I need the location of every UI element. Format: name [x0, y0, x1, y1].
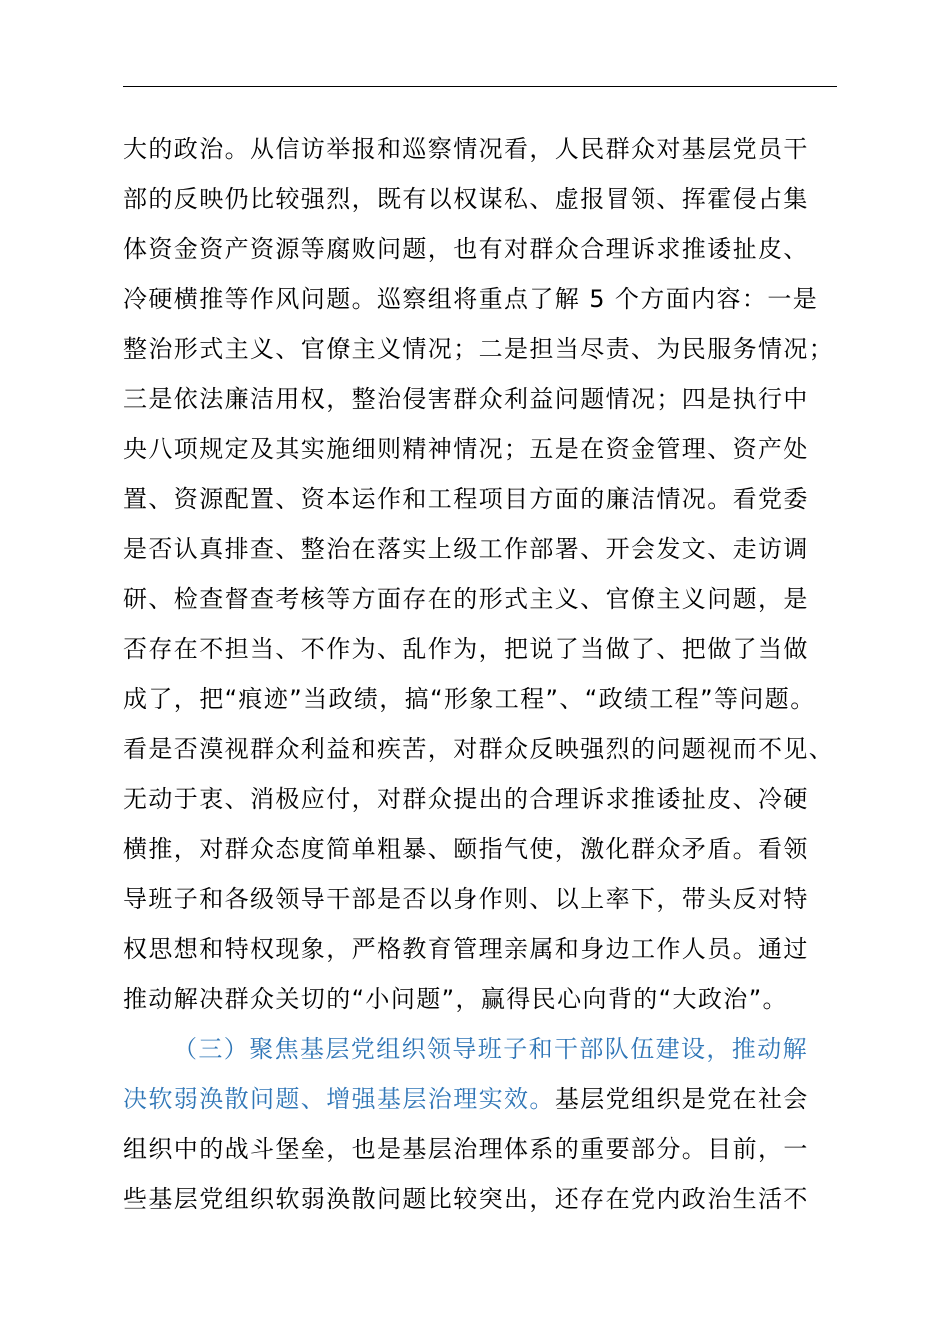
paragraph-line: 三是依法廉洁用权，整治侵害群众利益问题情况；四是执行中: [123, 385, 809, 413]
paragraph-line: 导班子和各级领导干部是否以身作则、以上率下，带头反对特: [123, 885, 809, 913]
paragraph-line: 体资金资产资源等腐败问题，也有对群众合理诉求推诿扯皮、: [123, 235, 809, 263]
paragraph-line: 无动于衷、消极应付，对群众提出的合理诉求推诿扯皮、冷硬: [123, 785, 809, 813]
paragraph-line: 看是否漠视群众利益和疾苦，对群众反映强烈的问题视而不见、: [123, 735, 835, 763]
paragraph-line: 置、资源配置、资本运作和工程项目方面的廉洁情况。看党委: [123, 485, 809, 513]
paragraph-line: 推动解决群众关切的“小问题”，赢得民心向背的“大政治”。: [123, 985, 788, 1013]
header-rule: [123, 86, 837, 87]
paragraph-line: 部的反映仍比较强烈，既有以权谋私、虚报冒领、挥霍侵占集: [123, 185, 809, 213]
paragraph-line: 些基层党组织软弱涣散问题比较突出，还存在党内政治生活不: [123, 1185, 809, 1213]
section-3-heading-line: [123, 1024, 863, 1074]
paragraph-line: 权思想和特权现象，严格教育管理亲属和身边工作人员。通过: [123, 935, 809, 963]
paragraph-line: 组织中的战斗堡垒，也是基层治理体系的重要部分。目前，一: [123, 1135, 809, 1163]
paragraph-line: 整治形式主义、官僚主义情况；二是担当尽责、为民服务情况；: [123, 335, 835, 363]
paragraph-line: 冷硬横推等作风问题。巡察组将重点了解 5 个方面内容：一是: [123, 285, 819, 313]
section-3-heading-text: （三）聚焦基层党组织领导班子和干部队伍建设，推动解: [173, 1035, 808, 1063]
section-3-body-start: 基层党组织是党在社会: [554, 1085, 809, 1113]
paragraph-line: 研、检查督查考核等方面存在的形式主义、官僚主义问题，是: [123, 585, 809, 613]
section-3-paragraph: [123, 1024, 863, 1224]
section-3-heading-tail: 决软弱涣散问题、增强基层治理实效。: [123, 1085, 555, 1113]
paragraph-line: 否存在不担当、不作为、乱作为，把说了当做了、把做了当做: [123, 635, 809, 663]
paragraph-line: 大的政治。从信访举报和巡察情况看，人民群众对基层党员干: [123, 135, 809, 163]
document-body: [123, 124, 863, 1224]
paragraph-line: 成了，把“痕迹”当政绩，搞“形象工程”、“政绩工程”等问题。: [123, 685, 816, 713]
paragraph-line: 是否认真排查、整治在落实上级工作部署、开会发文、走访调: [123, 535, 809, 563]
section-3-heading-continuation-line: [123, 1074, 863, 1124]
paragraph-line: 央八项规定及其实施细则精神情况；五是在资金管理、资产处: [123, 435, 809, 463]
paragraph-political-concerns: [123, 124, 863, 1024]
paragraph-line: 横推，对群众态度简单粗暴、颐指气使，激化群众矛盾。看领: [123, 835, 809, 863]
